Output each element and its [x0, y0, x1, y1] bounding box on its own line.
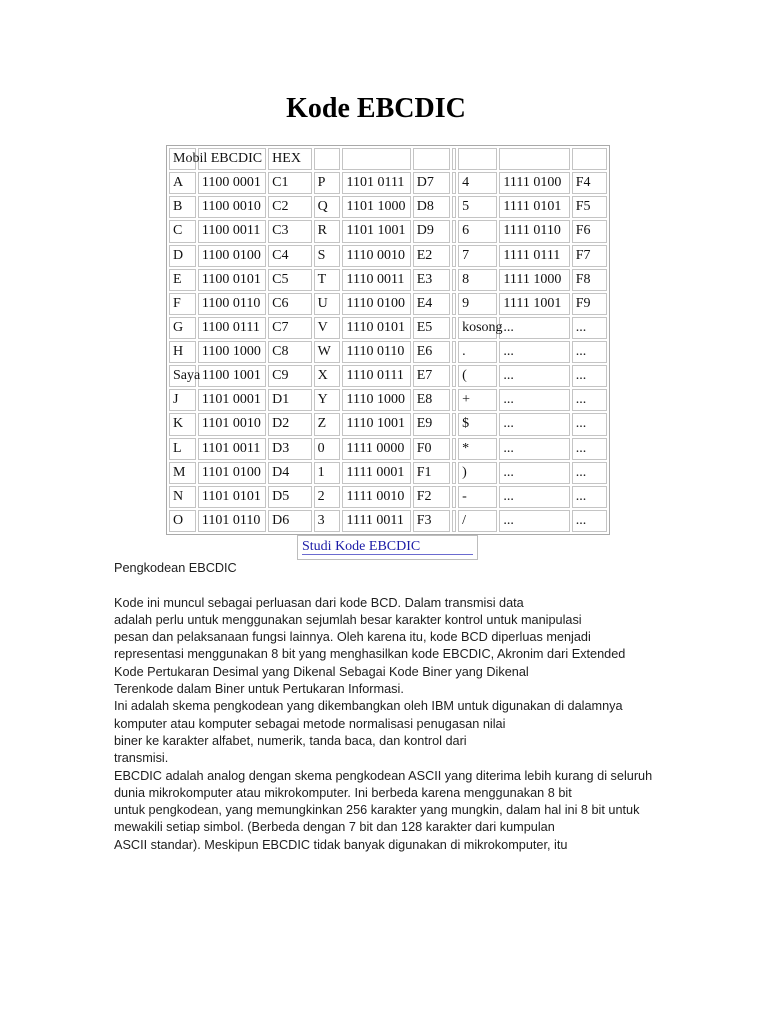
- table-cell: D2: [268, 413, 311, 435]
- paragraph-line: komputer atau komputer sebagai metode normalisasi penugasan nilai: [114, 716, 506, 731]
- table-cell: C4: [268, 245, 311, 267]
- table-cell: 1111 1000: [499, 269, 569, 291]
- paragraph-line: mewakili setiap simbol. (Berbeda dengan 7 bit dan 128 karakter dari kumpulan: [114, 820, 555, 835]
- table-cell: 1110 1001: [342, 413, 410, 435]
- table-cell: N: [169, 486, 196, 508]
- table-cell: ...: [499, 510, 569, 532]
- table-cell: F8: [572, 269, 607, 291]
- table-cell: M: [169, 462, 196, 484]
- table-cell: 1111 0010: [342, 486, 410, 508]
- table-cell: E9: [413, 413, 450, 435]
- table-cell: V: [314, 317, 341, 339]
- table-cell: C3: [268, 220, 311, 242]
- table-cell: Z: [314, 413, 341, 435]
- table-cell: ...: [499, 365, 569, 387]
- table-cell: H: [169, 341, 196, 363]
- table-cell: 0: [314, 438, 341, 460]
- paragraph-line: dunia mikrokomputer atau mikrokomputer. Ini berbeda karena menggunakan 8 bit: [114, 785, 572, 800]
- table-row: [169, 341, 607, 363]
- body-text: [114, 560, 714, 854]
- table-row: [169, 220, 607, 242]
- table-cell: E4: [413, 293, 450, 315]
- table-cell: D: [169, 245, 196, 267]
- caption-text[interactable]: Studi Kode EBCDIC: [302, 539, 421, 554]
- table-row: [169, 486, 607, 508]
- table-cell: 1101 0100: [198, 462, 266, 484]
- table-cell: C: [169, 220, 196, 242]
- table-cell: 1101 0010: [198, 413, 266, 435]
- table-cell: [314, 148, 341, 170]
- table-cell: ...: [572, 462, 607, 484]
- table-cell: F9: [572, 293, 607, 315]
- table-cell: [452, 510, 456, 532]
- ebcdic-table: [167, 146, 609, 534]
- table-cell: [452, 438, 456, 460]
- table-cell: D9: [413, 220, 450, 242]
- table-cell: E3: [413, 269, 450, 291]
- table-cell: 1111 0110: [499, 220, 569, 242]
- table-cell: X: [314, 365, 341, 387]
- table-cell: 1110 0101: [342, 317, 410, 339]
- table-cell: E2: [413, 245, 450, 267]
- table-cell: C9: [268, 365, 311, 387]
- table-cell: 3: [314, 510, 341, 532]
- table-cell: 2: [314, 486, 341, 508]
- table-cell: 1101 0001: [198, 389, 266, 411]
- table-cell: C8: [268, 341, 311, 363]
- table-cell: [452, 462, 456, 484]
- table-cell: E8: [413, 389, 450, 411]
- table-row: [169, 510, 607, 532]
- table-cell: ...: [499, 413, 569, 435]
- ebcdic-table-body: [169, 148, 607, 532]
- table-cell: D5: [268, 486, 311, 508]
- table-cell: D1: [268, 389, 311, 411]
- table-cell: 1101 1001: [342, 220, 410, 242]
- table-cell: ...: [499, 486, 569, 508]
- table-cell: D6: [268, 510, 311, 532]
- table-cell: +: [458, 389, 497, 411]
- table-row: [169, 317, 607, 339]
- table-cell: F: [169, 293, 196, 315]
- image-caption-link[interactable]: [297, 535, 478, 560]
- table-cell: ...: [572, 317, 607, 339]
- paragraph-line: untuk pengkodean, yang memungkinkan 256 karakter yang mungkin, dalam hal ini 8 bit untuk: [114, 803, 640, 818]
- table-row: [169, 269, 607, 291]
- table-cell: [452, 317, 456, 339]
- table-cell: 8: [458, 269, 497, 291]
- table-cell: K: [169, 413, 196, 435]
- table-cell: [452, 172, 456, 194]
- table-cell: 4: [458, 172, 497, 194]
- table-cell: 1110 0011: [342, 269, 410, 291]
- table-cell: 1111 0101: [499, 196, 569, 218]
- table-cell: ): [458, 462, 497, 484]
- table-cell: 1110 1000: [342, 389, 410, 411]
- table-row: [169, 293, 607, 315]
- table-cell: E5: [413, 317, 450, 339]
- table-cell: F1: [413, 462, 450, 484]
- table-cell: E7: [413, 365, 450, 387]
- caption-underline: [302, 554, 473, 555]
- table-cell: 1100 0100: [198, 245, 266, 267]
- table-cell: [452, 486, 456, 508]
- table-row: [169, 196, 607, 218]
- table-cell: 1111 0000: [342, 438, 410, 460]
- table-cell: J: [169, 389, 196, 411]
- paragraph-line: [114, 577, 714, 594]
- table-cell: 1100 0011: [198, 220, 266, 242]
- table-cell: 1110 0110: [342, 341, 410, 363]
- table-cell: .: [458, 341, 497, 363]
- table-cell: 1101 0011: [198, 438, 266, 460]
- table-cell: [452, 196, 456, 218]
- table-cell: F7: [572, 245, 607, 267]
- paragraph-line: adalah perlu untuk menggunakan sejumlah besar karakter kontrol untuk manipulasi: [114, 612, 582, 627]
- table-cell: P: [314, 172, 341, 194]
- table-cell: [458, 148, 497, 170]
- table-row: [169, 245, 607, 267]
- table-cell: Y: [314, 389, 341, 411]
- table-cell: 6: [458, 220, 497, 242]
- paragraph-line: Ini adalah skema pengkodean yang dikembangkan oleh IBM untuk digunakan di dalamnya: [114, 699, 623, 714]
- table-cell: ...: [499, 462, 569, 484]
- table-cell: -: [458, 486, 497, 508]
- paragraph-line: Terenkode dalam Biner untuk Pertukaran Informasi.: [114, 682, 404, 697]
- table-cell: 1100 0110: [198, 293, 266, 315]
- table-cell: 1100 0101: [198, 269, 266, 291]
- table-row: [169, 389, 607, 411]
- table-cell: (: [458, 365, 497, 387]
- table-cell: 1111 0100: [499, 172, 569, 194]
- table-cell: [452, 148, 456, 170]
- table-cell: 1111 1001: [499, 293, 569, 315]
- paragraph-line: Kode ini muncul sebagai perluasan dari kode BCD. Dalam transmisi data: [114, 595, 524, 610]
- table-cell: ...: [572, 389, 607, 411]
- table-cell: 1111 0111: [499, 245, 569, 267]
- table-cell: 1100 0001: [198, 172, 266, 194]
- table-cell: 1110 0100: [342, 293, 410, 315]
- table-cell: ...: [572, 365, 607, 387]
- table-cell: [452, 269, 456, 291]
- table-cell: C1: [268, 172, 311, 194]
- table-cell: ...: [499, 389, 569, 411]
- table-cell: 1101 1000: [342, 196, 410, 218]
- table-cell: F0: [413, 438, 450, 460]
- table-cell: 1101 0101: [198, 486, 266, 508]
- table-cell: T: [314, 269, 341, 291]
- table-cell: ...: [572, 486, 607, 508]
- table-cell: C6: [268, 293, 311, 315]
- table-cell: HEX: [268, 148, 311, 170]
- table-cell: 5: [458, 196, 497, 218]
- table-cell: *: [458, 438, 497, 460]
- table-cell: ...: [572, 341, 607, 363]
- table-cell: kosong: [458, 317, 497, 339]
- table-cell: ...: [499, 438, 569, 460]
- table-cell: Saya: [169, 365, 196, 387]
- table-cell: ...: [499, 341, 569, 363]
- table-cell: Mobil EBCDIC: [169, 148, 196, 170]
- table-cell: 1111 0001: [342, 462, 410, 484]
- table-cell: E6: [413, 341, 450, 363]
- table-cell: [452, 413, 456, 435]
- paragraph-line: pesan dan pelaksanaan fungsi lainnya. Oleh karena itu, kode BCD diperluas menjadi: [114, 630, 591, 645]
- ebcdic-table-image: [166, 145, 610, 535]
- table-row: [169, 413, 607, 435]
- section-heading: Pengkodean EBCDIC: [114, 561, 237, 575]
- table-cell: [572, 148, 607, 170]
- table-cell: G: [169, 317, 196, 339]
- table-cell: W: [314, 341, 341, 363]
- table-cell: F6: [572, 220, 607, 242]
- table-row: [169, 462, 607, 484]
- table-cell: B: [169, 196, 196, 218]
- table-row: [169, 365, 607, 387]
- table-cell: 1100 0010: [198, 196, 266, 218]
- table-cell: 1110 0010: [342, 245, 410, 267]
- table-cell: 1110 0111: [342, 365, 410, 387]
- table-cell: D4: [268, 462, 311, 484]
- paragraph-line: biner ke karakter alfabet, numerik, tanda baca, dan kontrol dari: [114, 733, 467, 748]
- table-cell: Q: [314, 196, 341, 218]
- table-cell: ...: [572, 510, 607, 532]
- table-cell: ...: [499, 317, 569, 339]
- table-cell: 1100 0111: [198, 317, 266, 339]
- table-cell: [452, 389, 456, 411]
- table-row: [169, 148, 607, 170]
- table-row: [169, 172, 607, 194]
- table-cell: D8: [413, 196, 450, 218]
- table-cell: F4: [572, 172, 607, 194]
- table-cell: C7: [268, 317, 311, 339]
- table-cell: F2: [413, 486, 450, 508]
- table-cell: L: [169, 438, 196, 460]
- table-cell: O: [169, 510, 196, 532]
- paragraph-line: transmisi.: [114, 751, 169, 766]
- page-title: Kode EBCDIC: [286, 93, 466, 124]
- table-cell: ...: [572, 413, 607, 435]
- paragraph-line: ASCII standar). Meskipun EBCDIC tidak banyak digunakan di mikrokomputer, itu: [114, 837, 568, 852]
- paragraph-line: Kode Pertukaran Desimal yang Dikenal Sebagai Kode Biner yang Dikenal: [114, 664, 529, 679]
- paragraph-line: EBCDIC adalah analog dengan skema pengkodean ASCII yang diterima lebih kurang di seluruh: [114, 768, 653, 783]
- table-cell: C2: [268, 196, 311, 218]
- table-cell: 1100 1001: [198, 365, 266, 387]
- table-cell: 1100 1000: [198, 341, 266, 363]
- table-cell: [342, 148, 410, 170]
- table-row: [169, 438, 607, 460]
- table-cell: 1: [314, 462, 341, 484]
- table-cell: [452, 365, 456, 387]
- table-cell: 9: [458, 293, 497, 315]
- table-cell: E: [169, 269, 196, 291]
- table-cell: 1101 0111: [342, 172, 410, 194]
- table-cell: D7: [413, 172, 450, 194]
- table-cell: [499, 148, 569, 170]
- table-cell: C5: [268, 269, 311, 291]
- table-cell: F5: [572, 196, 607, 218]
- table-cell: S: [314, 245, 341, 267]
- table-cell: [452, 245, 456, 267]
- table-cell: A: [169, 172, 196, 194]
- table-cell: $: [458, 413, 497, 435]
- table-cell: F3: [413, 510, 450, 532]
- table-cell: [452, 220, 456, 242]
- table-cell: 1101 0110: [198, 510, 266, 532]
- table-cell: R: [314, 220, 341, 242]
- table-cell: [452, 341, 456, 363]
- table-cell: ...: [572, 438, 607, 460]
- table-cell: [413, 148, 450, 170]
- table-cell: U: [314, 293, 341, 315]
- table-cell: D3: [268, 438, 311, 460]
- table-cell: [452, 293, 456, 315]
- table-cell: /: [458, 510, 497, 532]
- paragraph-line: representasi menggunakan 8 bit yang menghasilkan kode EBCDIC, Akronim dari Extended: [114, 647, 626, 662]
- table-cell: 7: [458, 245, 497, 267]
- table-cell: 1111 0011: [342, 510, 410, 532]
